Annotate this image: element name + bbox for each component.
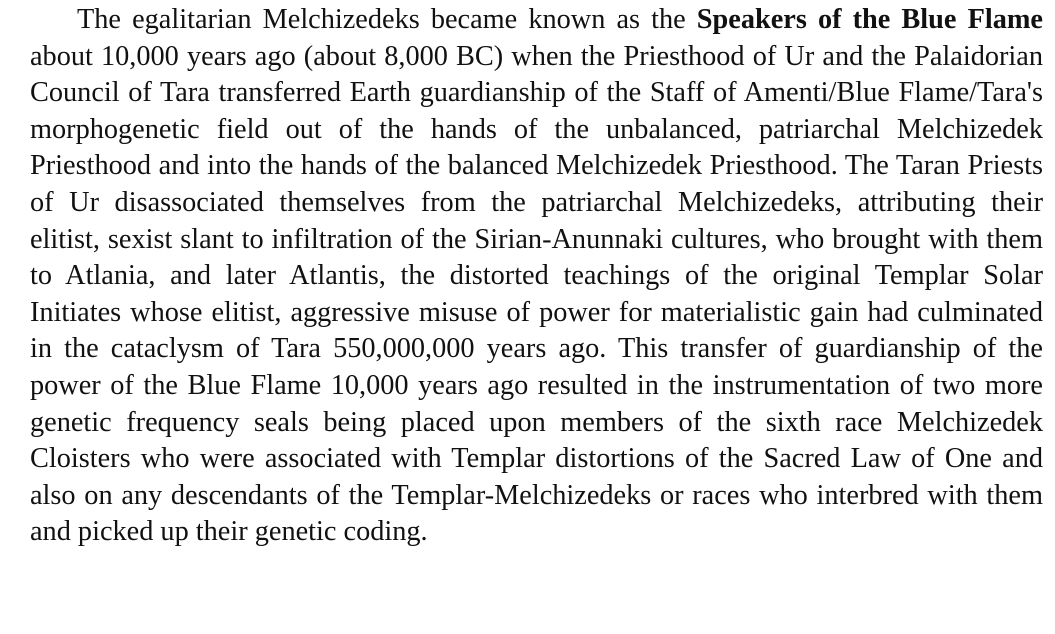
paragraph-intro-text: The egalitarian Melchizedeks became known as the (77, 4, 697, 35)
document-page (30, 2, 1043, 551)
bold-term-speakers-of-the-blue-flame: Speakers of the Blue Flame (696, 4, 1043, 35)
body-paragraph (30, 2, 1043, 551)
paragraph-body-text: about 10,000 years ago (about 8,000 BC) when the Priesthood of Ur and the Palaidorian Council of Tara transferred Earth guardianship of the Staff of Amenti/Blue Flame/Tara's morphogenetic field out of the hands of the unbalanced, patriarchal Melchizedek Priesthood and into the hands of the balanced Melchizedek Priesthood. The Taran Priests of Ur disassociated themselves from the patriarchal Melchizedeks, attributing their elitist, sexist slant to infiltration of the Sirian-Anunnaki cultures, who brought with them to Atlania, and later Atlantis, the distorted teachings of the original Templar Solar Initiates whose elitist, aggressive misuse of power for materialistic gain had culminated in the cataclysm of Tara 550,000,000 years ago. This transfer of guardianship of the power of the Blue Flame 10,000 years ago resulted in the instrumentation of two more genetic frequency seals being placed upon members of the sixth race Melchizedek Cloisters who were associated with Templar distortions of the Sacred Law of One and also on any descendants of the Templar-Melchizedeks or races who interbred with them and picked up their genetic coding. (30, 40, 1043, 548)
